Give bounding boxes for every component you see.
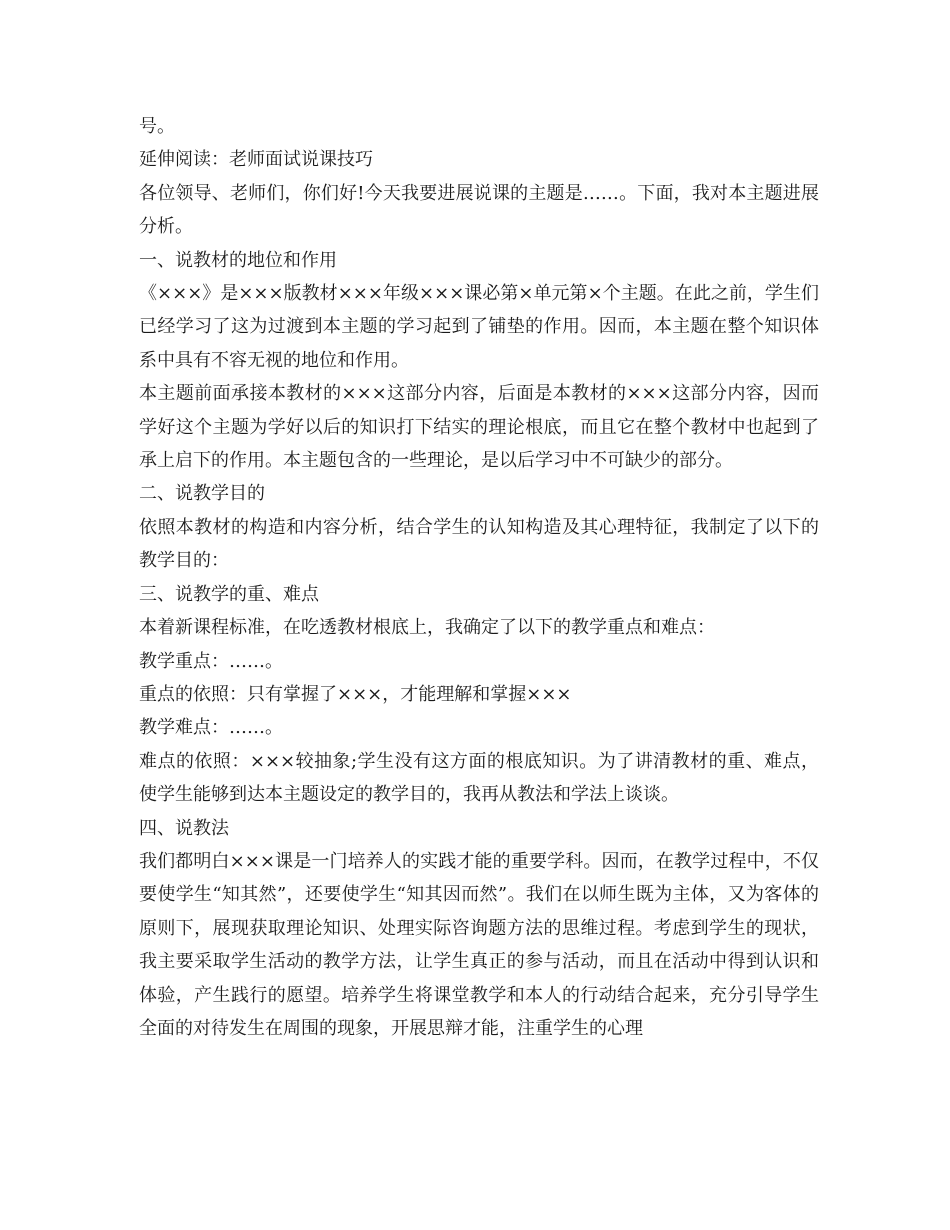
greeting-paragraph: 各位领导、老师们，你们好!今天我要进展说课的主题是……。下面，我对本主题进展分析。: [139, 182, 819, 238]
key-point-basis: 重点的依照：只有掌握了×××，才能理解和掌握×××: [139, 683, 572, 705]
section-heading-4: 四、说教法: [139, 817, 229, 839]
textbook-position-paragraph: 《×××》是×××版教材×××年级×××课必第×单元第×个主题。在此之前，学生们已经学习了这为过渡到本主题的学习起到了铺垫的作用。因而，本主题在整个知识体系中具有不容无视的地位和作用。: [139, 283, 819, 371]
key-point-line: 教学重点：……。: [139, 650, 283, 672]
extended-reading-title: 延伸阅读：老师面试说课技巧: [139, 149, 373, 171]
key-points-intro: 本着新课程标准，在吃透教材根底上，我确定了以下的教学重点和难点：: [139, 617, 715, 639]
section-heading-2: 二、说教学目的: [139, 483, 265, 505]
textbook-connection-paragraph: 本主题前面承接本教材的×××这部分内容，后面是本教材的×××这部分内容，因而学好这个主题为学好以后的知识打下结实的理论根底，而且它在整个教材中也起到了承上启下的作用。本主题包含的一些理论，是以后学习中不可缺少的部分。: [139, 383, 819, 472]
teaching-method-paragraph: 我们都明白×××课是一门培养人的实践才能的重要学科。因而，在教学过程中，不仅要使学生“知其然”，还要使学生“知其因而然”。我们在以师生既为主体，又为客体的原则下，展现获取理论知识、处理实际咨询题方法的思维过程。考虑到学生的现状，我主要采取学生活动的教学方法，让学生真正的参与活动，而且在活动中得到认识和体验，产生践行的愿望。培养学生将课堂教学和本人的行动结合起来，充分引导学生全面的对待发生在周围的现象，开展思辩才能，注重学生的心理: [139, 850, 819, 1039]
section-heading-1: 一、说教材的地位和作用: [139, 249, 337, 271]
document-body: [139, 110, 819, 1045]
teaching-goals-paragraph: 依照本教材的构造和内容分析，结合学生的认知构造及其心理特征，我制定了以下的教学目的：: [139, 516, 819, 572]
section-heading-3: 三、说教学的重、难点: [139, 583, 319, 605]
difficulty-basis: 难点的依照：×××较抽象;学生没有这方面的根底知识。为了讲清教材的重、难点，使学生能够到达本主题设定的教学目的，我再从教法和学法上谈谈。: [139, 750, 819, 806]
difficulty-line: 教学难点：……。: [139, 717, 283, 739]
paragraph-continuation: 号。: [139, 116, 175, 137]
